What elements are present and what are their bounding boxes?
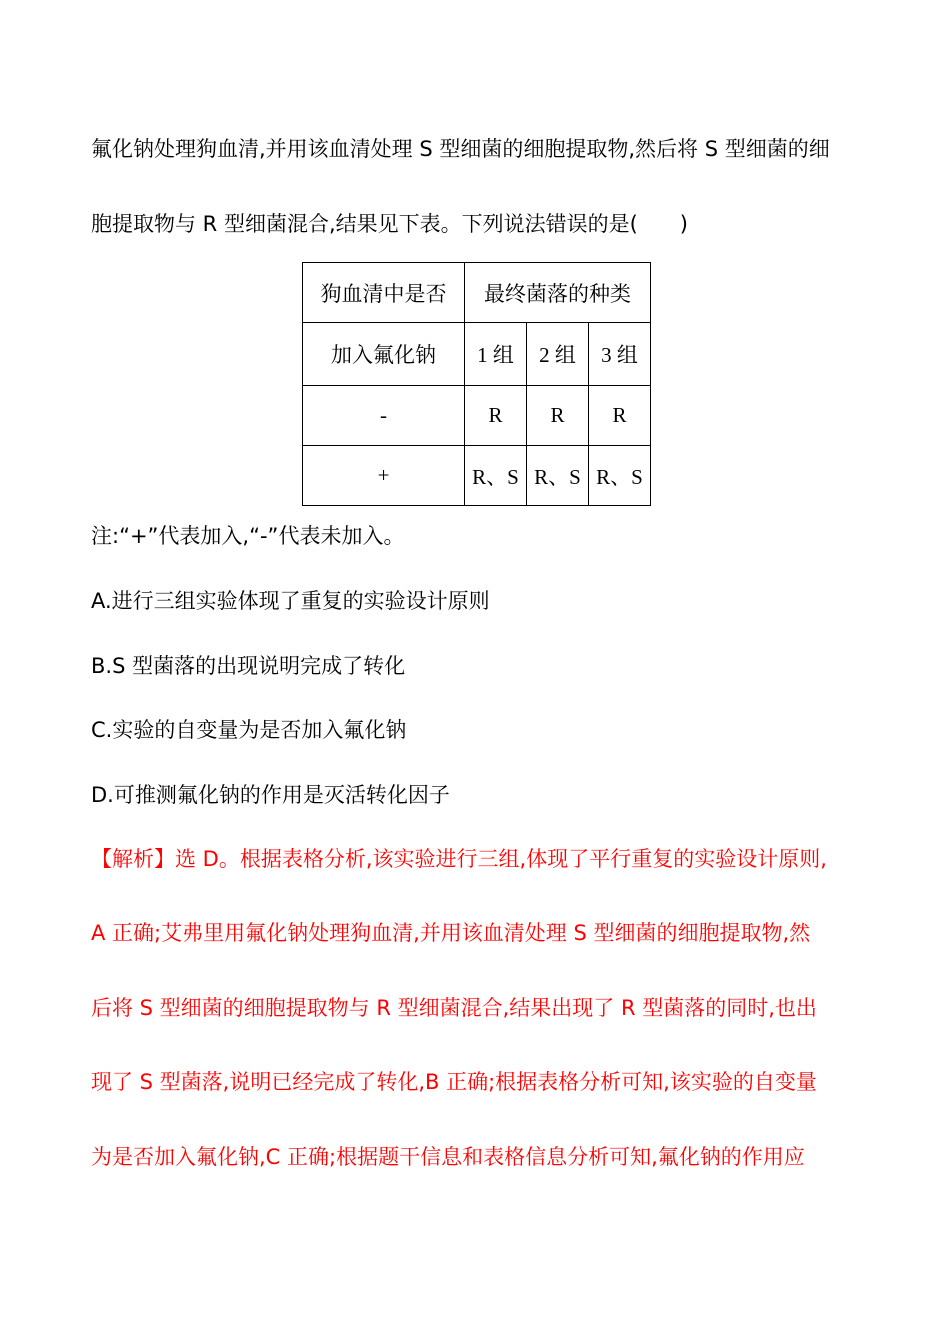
table-row — [303, 446, 651, 506]
option-c: C.实验的自变量为是否加入氟化钠 — [91, 718, 407, 742]
table-row-label: + — [303, 446, 465, 506]
table-group-2: 2 组 — [527, 323, 589, 386]
table-cell: R — [527, 386, 589, 446]
table-header-result: 最终菌落的种类 — [465, 263, 651, 323]
results-table — [302, 262, 651, 506]
analysis-line-4: 现了 S 型菌落,说明已经完成了转化,B 正确;根据表格分析可知,该实验的自变量 — [91, 1070, 817, 1094]
table-group-1: 1 组 — [465, 323, 527, 386]
analysis-line-2: A 正确;艾弗里用氟化钠处理狗血清,并用该血清处理 S 型细菌的细胞提取物,然 — [91, 921, 811, 945]
table-header-condition-line2: 加入氟化钠 — [303, 323, 465, 386]
table-group-3: 3 组 — [589, 323, 651, 386]
table-cell: R — [589, 386, 651, 446]
table-row-label: - — [303, 386, 465, 446]
table-cell: R、S — [527, 446, 589, 506]
option-a: A.进行三组实验体现了重复的实验设计原则 — [91, 589, 490, 613]
table-row — [303, 386, 651, 446]
table-note: 注:“+”代表加入,“-”代表未加入。 — [91, 524, 405, 548]
analysis-line-1: 【解析】选 D。根据表格分析,该实验进行三组,体现了平行重复的实验设计原则, — [91, 847, 827, 871]
analysis-line-5: 为是否加入氟化钠,C 正确;根据题干信息和表格信息分析可知,氟化钠的作用应 — [91, 1145, 805, 1169]
table-header-condition-line1: 狗血清中是否 — [303, 263, 465, 323]
table-cell: R、S — [465, 446, 527, 506]
table-cell: R — [465, 386, 527, 446]
table-cell: R、S — [589, 446, 651, 506]
analysis-line-3: 后将 S 型细菌的细胞提取物与 R 型细菌混合,结果出现了 R 型菌落的同时,也出 — [91, 996, 817, 1020]
question-line-2: 胞提取物与 R 型细菌混合,结果见下表。下列说法错误的是( ) — [91, 212, 689, 236]
option-d: D.可推测氟化钠的作用是灭活转化因子 — [91, 783, 450, 807]
option-b: B.S 型菌落的出现说明完成了转化 — [91, 654, 406, 678]
question-line-1: 氟化钠处理狗血清,并用该血清处理 S 型细菌的细胞提取物,然后将 S 型细菌的细 — [91, 137, 830, 161]
